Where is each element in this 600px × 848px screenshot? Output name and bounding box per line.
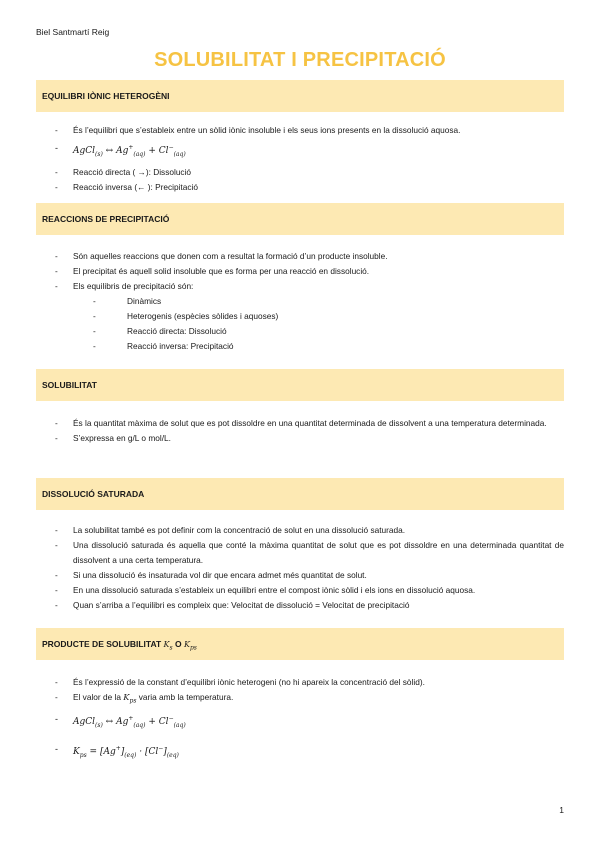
section-dissolucio-saturada (36, 478, 564, 613)
section-heading: EQUILIBRI IÒNIC HETEROGÈNI (36, 80, 564, 112)
page-title: SOLUBILITAT I PRECIPITACIÓ (154, 49, 446, 71)
bullet-list (36, 416, 564, 446)
list-item: - Si una dissolució és insaturada vol dir que encara admet més quantitat de solut. (36, 568, 564, 583)
sub-list-item: - Reacció directa: Dissolució (36, 324, 564, 339)
equation-dissociation: - AgCl$_{(s)}$ ↔ $Ag^+_{(aq)} + Cl^-_{(aq)}$ (36, 709, 564, 736)
list-item: - La solubilitat també es pot definir com la concentració de solut en una dissolució saturada. (36, 523, 564, 538)
list-item: - El valor de la $K_{ps}$ varia amb la temperatura. (36, 690, 564, 709)
equation-dissociation: - AgCl$_{(s)}$ ↔ $Ag^+_{(aq)} + Cl^-_{(aq)}$ (36, 138, 564, 165)
section-heading: SOLUBILITAT (36, 369, 564, 401)
sub-list-item: - Dinàmics (36, 294, 564, 309)
list-item: - En una dissolució saturada s’estableix un equilibri entre el compost iònic sòlid i els ions en dissolució aquosa. (36, 583, 564, 598)
list-item: - És la quantitat màxima de solut que es pot dissoldre en una quantitat determinada de dissolvent a una temperatura determinada. (36, 416, 564, 431)
list-item: - S’expressa en g/L o mol/L. (36, 431, 564, 446)
sub-list-item: - Heterogenis (espècies sòlides i aquoses) (36, 309, 564, 324)
section-equilibri (36, 80, 564, 195)
bullet-list (36, 123, 564, 195)
page-number: 1 (559, 805, 564, 815)
bullet-list (36, 675, 564, 766)
bullet-list (36, 249, 564, 354)
list-item: - Una dissolució saturada és aquella que conté la màxima quantitat de solut que es pot dissoldre en una determinada quantitat de dissolvent a una certa temperatura. (36, 538, 564, 568)
section-solubilitat (36, 369, 564, 446)
list-item: - Reacció directa ( →): Dissolució (36, 165, 564, 180)
list-item: - És l’expressió de la constant d’equilibri iònic heterogeni (no hi apareix la concentració del sòlid). (36, 675, 564, 690)
list-item: - El precipitat és aquell solid insoluble que es forma per una reacció en dissolució. (36, 264, 564, 279)
section-reaccions (36, 203, 564, 354)
author-name: Biel Santmartí Reig (36, 27, 110, 37)
list-item: - Reacció inversa (← ): Precipitació (36, 180, 564, 195)
section-producte-solubilitat (36, 628, 564, 766)
equation-kps: - $K_{ps} = [Ag^+]_{(eq)} \cdot [Cl^-]_{(eq)}$ (36, 739, 564, 766)
list-item: - Són aquelles reaccions que donen com a resultat la formació d’un producte insoluble. (36, 249, 564, 264)
section-heading: DISSOLUCIÓ SATURADA (36, 478, 564, 510)
sub-list-item: - Reacció inversa: Precipitació (36, 339, 564, 354)
list-item: - Quan s’arriba a l’equilibri es compleix que: Velocitat de dissolució = Velocitat de precipitació (36, 598, 564, 613)
list-item: - És l’equilibri que s’estableix entre un sòlid iònic insoluble i els seus ions presents en la dissolució aquosa. (36, 123, 564, 138)
section-heading: REACCIONS DE PRECIPITACIÓ (36, 203, 564, 235)
bullet-list (36, 523, 564, 613)
list-item: - Els equilibris de precipitació són: (36, 279, 564, 294)
section-heading: PRODUCTE DE SOLUBILITAT $K_s$ O $K_{ps}$ (36, 628, 564, 660)
